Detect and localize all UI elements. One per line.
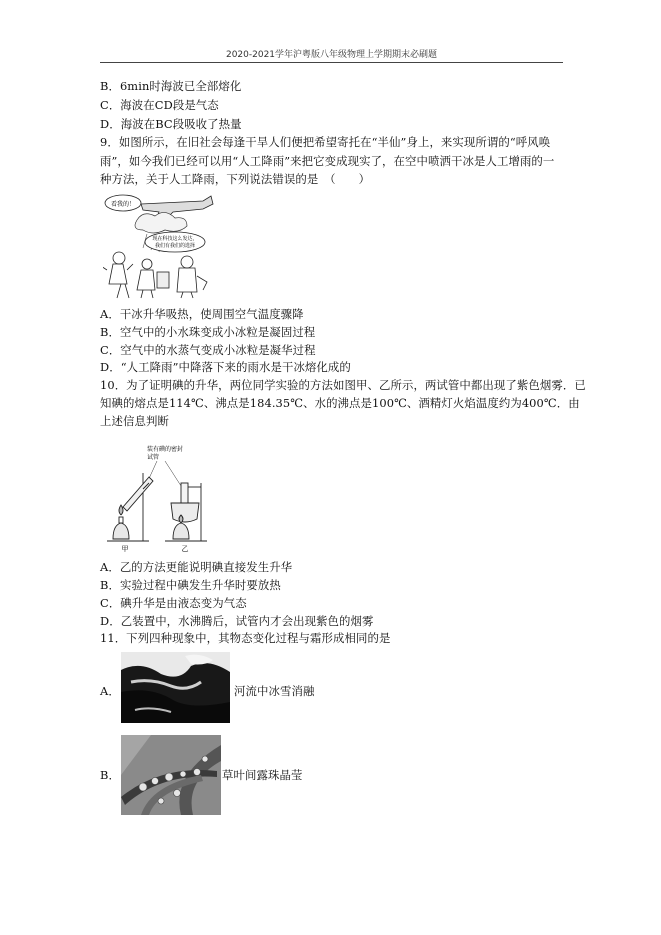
q10-option-d: D．乙装置中，水沸腾后，试管内才会出现紫色的烟雾 [100,614,374,628]
bubble2-text-line2: 我们有我们的选择 [154,243,196,249]
q11-stem: 11．下列四种现象中，其物态变化过程与霜形成相同的是 [100,631,391,645]
setup-jia [107,473,153,541]
cloud-icon [135,212,187,233]
setup-yi [165,483,207,541]
header-rule [100,62,563,63]
people-group-icon [103,252,207,298]
label-jia: 甲 [121,545,129,553]
q9-stem-line1: 9．如图所示，在旧社会每逢干旱人们便把希望寄托在“半仙”身上，来实现所谓的“呼风唤 [100,135,551,149]
q10-stem-line3: 上述信息判断 [100,414,169,428]
label-yi: 乙 [181,545,189,553]
dewdrops-on-grass-photo [121,735,221,815]
q10-option-b: B．实验过程中碘发生升华时要放热 [100,578,281,592]
q9-option-b: B．空气中的小水珠变成小冰粒是凝固过程 [100,325,316,339]
q11-option-a-label: A． [100,684,120,698]
q9-option-d: D．“人工降雨”中降落下来的雨水是干冰熔化成的 [100,360,351,374]
q11-option-b-text: 草叶间露珠晶莹 [222,768,303,782]
bubble1-text: 看我的！ [110,201,136,208]
q9-option-a: A．干冰升华吸热，使周围空气温度骤降 [100,307,304,321]
q10-option-a: A．乙的方法更能说明碘直接发生升华 [100,560,293,574]
q9-cartoon-figure [103,192,215,300]
q10-apparatus-figure [103,443,223,555]
q8-option-d: D．海波在BC段吸收了热量 [100,117,242,131]
q11-option-a-text: 河流中冰雪消融 [234,684,315,698]
q9-option-c: C．空气中的水蒸气变成小冰粒是凝华过程 [100,343,316,357]
page-header: 2020-2021学年沪粤版八年级物理上学期期末必刷题 [225,50,438,60]
speech-bubble-2 [145,232,205,252]
q9-stem-line3: 种方法，关于人工降雨，下列说法错误的是 （ ） [100,172,371,186]
tube-label-line1: 装有碘的密封 [147,446,184,453]
q9-stem-line2: 雨”，如今我们已经可以用“人工降雨”来把它变成现实了，在空中喷洒干冰是人工增雨的一 [100,154,555,168]
q10-stem-line1: 10．为了证明碘的升华，两位同学实验的方法如图甲、乙所示，两试管中都出现了紫色烟雾．已 [100,378,586,392]
q8-option-b: B．6min时海波已全部熔化 [100,79,242,93]
q8-option-c: C．海波在CD段是气态 [100,98,219,112]
melting-ice-river-photo [121,652,230,723]
bubble2-text-line1: 现在科技这么发达， [152,236,198,242]
tube-label-line2: 试管 [147,454,160,461]
q10-stem-line2: 知碘的熔点是114℃、沸点是184.35℃、水的沸点是100℃、酒精灯火焰温度约为400℃．由 [100,396,580,410]
q11-option-b-label: B． [100,768,120,782]
q10-option-c: C．碘升华是由液态变为气态 [100,596,247,610]
